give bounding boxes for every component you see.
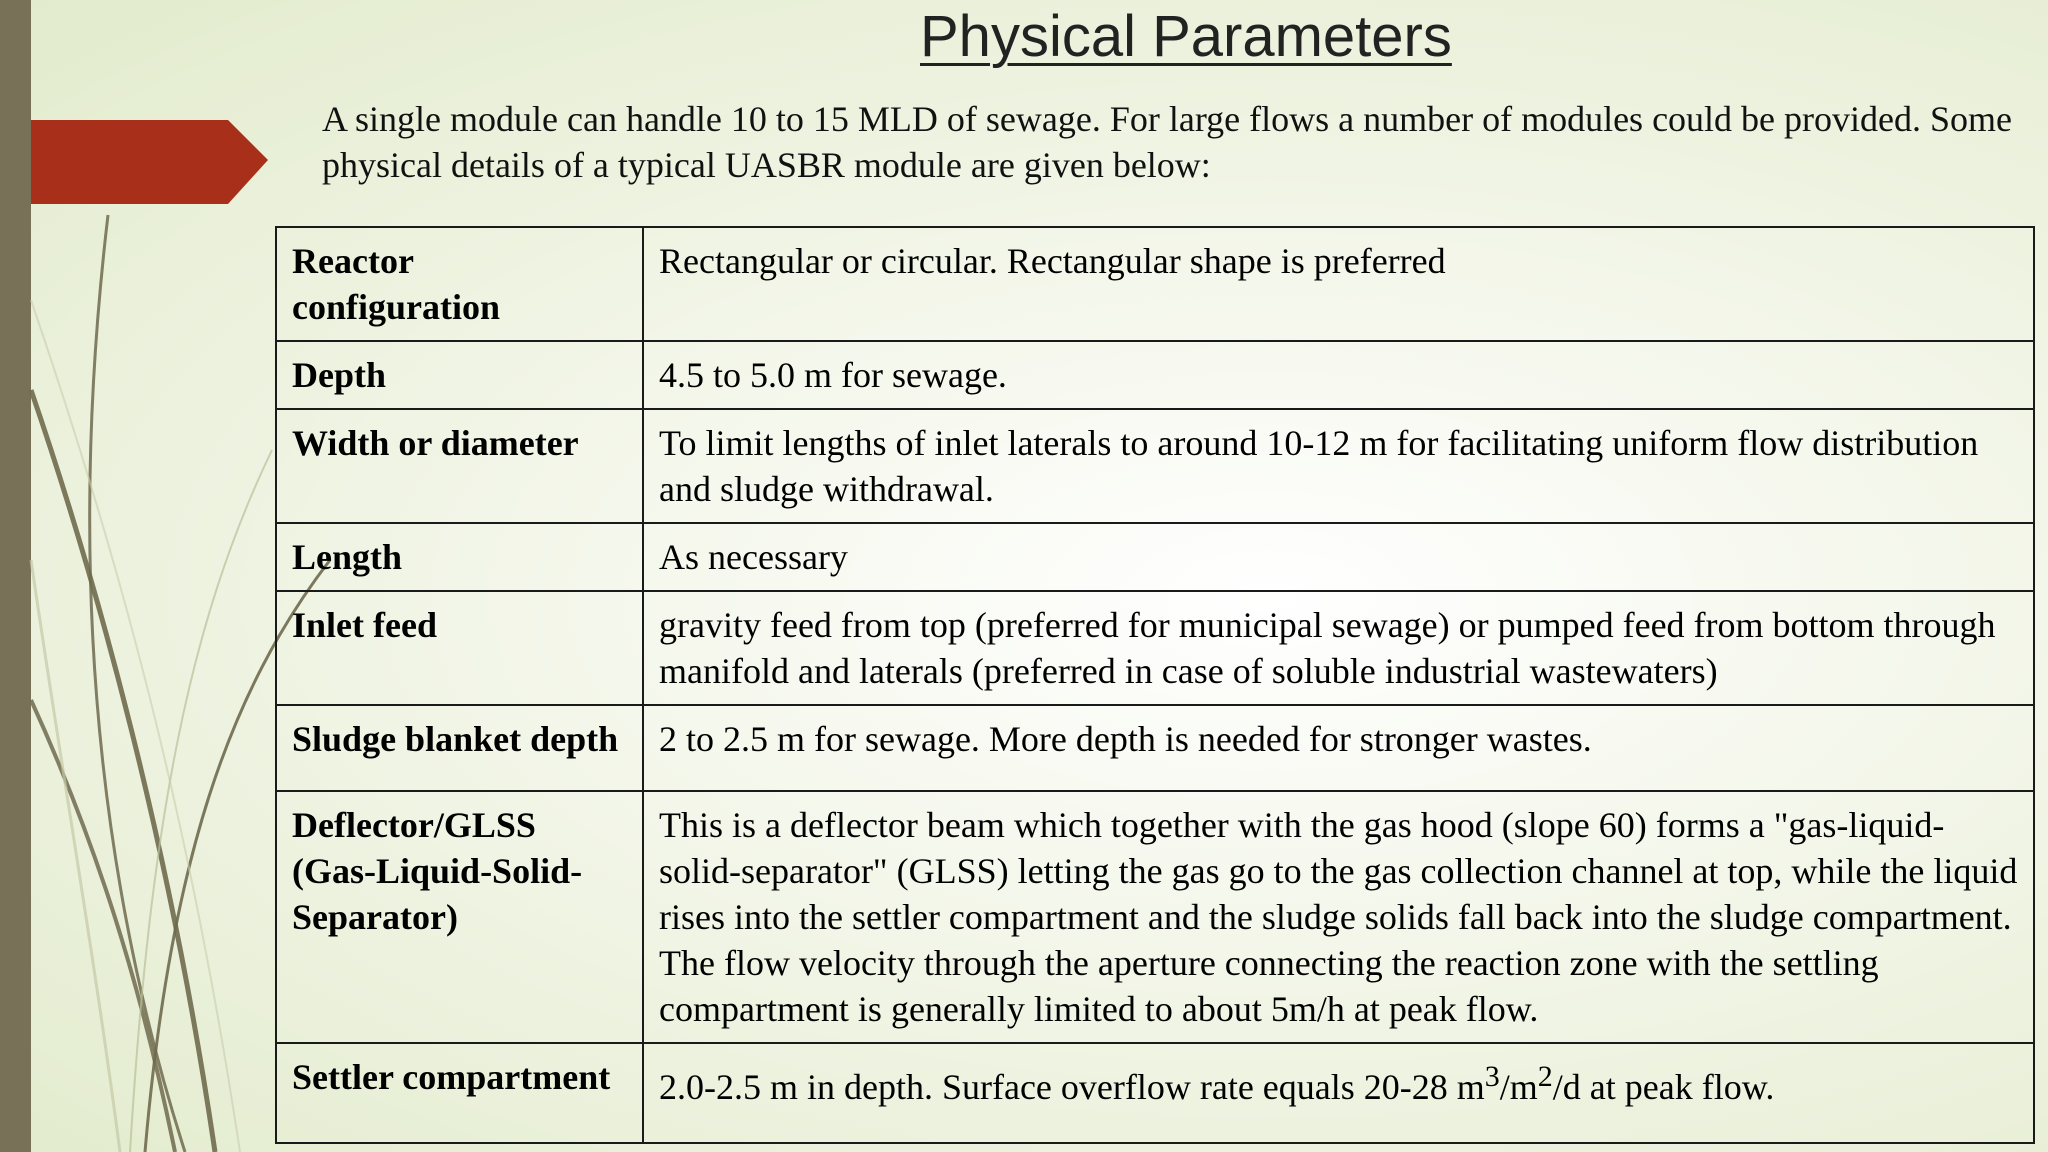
table-row (276, 409, 2034, 523)
parameter-cell: Inlet feed (276, 591, 643, 705)
accent-arrow-shape (31, 120, 268, 204)
parameter-cell: Depth (276, 341, 643, 409)
parameter-cell: Reactor configuration (276, 227, 643, 341)
parameter-cell: Length (276, 523, 643, 591)
table-row (276, 523, 2034, 591)
detail-text: 2.0-2.5 m in depth. Surface overflow rate equals 20-28 m (659, 1067, 1485, 1107)
table-row (276, 791, 2034, 1043)
detail-cell: To limit lengths of inlet laterals to around 10-12 m for facilitating uniform flow distribution and sludge withdrawal. (643, 409, 2034, 523)
table-row (276, 705, 2034, 791)
detail-cell: Rectangular or circular. Rectangular shape is preferred (643, 227, 2034, 341)
table-row (276, 591, 2034, 705)
parameter-cell: Deflector/GLSS (Gas-Liquid-Solid-Separator) (276, 791, 643, 1043)
detail-text: /d at peak flow. (1552, 1067, 1775, 1107)
detail-cell: As necessary (643, 523, 2034, 591)
detail-cell: gravity feed from top (preferred for municipal sewage) or pumped feed from bottom through manifold and laterals (preferred in case of soluble industrial wastewaters) (643, 591, 2034, 705)
table-row (276, 341, 2034, 409)
detail-cell (643, 1043, 2034, 1143)
detail-cell: This is a deflector beam which together with the gas hood (slope 60) forms a "gas-liquid-solid-separator" (GLSS) letting the gas go to the gas collection channel at top, while the liquid rises into the settler compartment and the sludge solids fall back into the sludge compartment. The flow velocity through the aperture connecting the reaction zone with the settling compartment is generally limited to about 5m/h at peak flow. (643, 791, 2034, 1043)
detail-cell: 4.5 to 5.0 m for sewage. (643, 341, 2034, 409)
table-row (276, 227, 2034, 341)
superscript: 2 (1537, 1060, 1553, 1093)
parameter-cell: Width or diameter (276, 409, 643, 523)
intro-paragraph: A single module can handle 10 to 15 MLD of sewage. For large flows a number of modules could be provided. Some physical details of a typical UASBR module are given below: (322, 99, 2012, 185)
parameter-cell: Sludge blanket depth (276, 705, 643, 791)
physical-parameters-table (275, 226, 2035, 1144)
left-accent-bar (0, 0, 31, 1152)
detail-text: /m (1499, 1067, 1538, 1107)
table-row (276, 1043, 2034, 1143)
parameter-cell: Settler compartment (276, 1043, 643, 1143)
superscript: 3 (1484, 1060, 1500, 1093)
slide-title: Physical Parameters (920, 4, 1452, 69)
detail-cell: 2 to 2.5 m for sewage. More depth is needed for stronger wastes. (643, 705, 2034, 791)
